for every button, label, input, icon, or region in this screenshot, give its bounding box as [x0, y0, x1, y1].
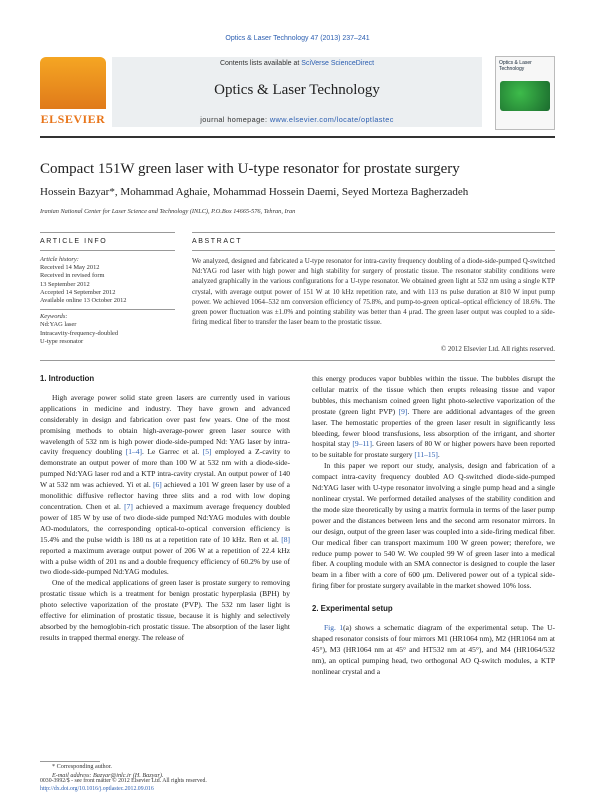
- right-column: [312, 374, 555, 678]
- text-run: achieved a maximum average frequency doubled power of 185 W by use of two diode-side pumped Nd:YAG modules with double AO-modulators, the corresponding optical-to-optical conversion efficiency is 15.4% and the pulse width is 180 ns at a repetition rate of 10 kHz. Ren et al.: [40, 501, 290, 544]
- right-paragraph-1: [312, 374, 555, 461]
- text-run: . Green lasers of 80 W or higher powers have been reported to be suitable for prostate surgery: [312, 439, 555, 460]
- header-rule: [40, 136, 555, 138]
- info-top-rule: [40, 232, 175, 233]
- keyword-item: Nd:YAG laser: [40, 321, 77, 329]
- reference-link[interactable]: [9–11]: [352, 439, 373, 449]
- history-item: Received 14 May 2012: [40, 264, 100, 272]
- issn-line: 0030-3992/$ - see front matter © 2012 Elsevier Ltd. All rights reserved.: [40, 778, 207, 784]
- reference-link[interactable]: [11–15]: [414, 450, 438, 460]
- paper-authors: Hossein Bazyar*, Mohammad Aghaie, Mohammad Hossein Daemi, Seyed Morteza Bagherzadeh: [40, 186, 469, 198]
- footnote-rule: [40, 761, 100, 762]
- paper-title: Compact 151W green laser with U-type resonator for prostate surgery: [40, 161, 460, 177]
- abstract-heading: ABSTRACT: [192, 238, 243, 245]
- reference-link[interactable]: [6]: [152, 480, 162, 490]
- paper-affiliation: Iranian National Center for Laser Science and Technology (INLC), P.O.Box 14665-576, Tehran, Iran: [40, 208, 296, 215]
- text-run: . Le Garrec et al.: [141, 447, 203, 457]
- article-info-heading: ARTICLE INFO: [40, 238, 108, 245]
- corresponding-author: * Corresponding author.: [52, 763, 112, 770]
- elsevier-tree-icon: [40, 57, 106, 109]
- journal-citation[interactable]: Optics & Laser Technology 47 (2013) 237–241: [225, 35, 370, 42]
- cover-image: [500, 81, 550, 111]
- contents-prefix: Contents lists available at: [219, 60, 302, 67]
- text-run: .: [437, 450, 440, 460]
- left-column: [40, 374, 290, 644]
- reference-link[interactable]: [7]: [124, 501, 133, 511]
- text-run: employed a Z-cavity to demonstrate an output power of more than 100 W at 532 nm with a diode-side-pumped Nd:YAG laser rod and a KTP intra-cavity crystal. An output power of 140 W at 532 nm was achieved. Yi et al.: [40, 447, 290, 490]
- experimental-heading: 2. Experimental setup: [312, 604, 393, 614]
- homepage-link[interactable]: www.elsevier.com/locate/optlastec: [269, 115, 394, 124]
- author-email[interactable]: E-mail address: Bazyar@inlc.ir (H. Bazyar).: [52, 771, 164, 779]
- info-sub-rule: [40, 250, 175, 251]
- publisher-name: ELSEVIER: [40, 112, 106, 126]
- text-run: High average power solid state green lasers are currently used in various applications in medicine and industry. They have grown and advanced considerably in design and fabrication over past few years. One of the most promising methods to obtain high-average-power green laser source with wavelength of 532 nm is high power diode-side-pumped Nd: YAG laser by intra-cavity frequency doubling: [40, 392, 290, 457]
- cover-title: Optics & Laser Technology: [499, 60, 532, 72]
- history-label: Article history:: [40, 256, 79, 263]
- right-paragraph-2: In this paper we report our study, analysis, design and fabrication of a compact intra-cavity frequency doubled AO Q-switched diode-side-pumped Nd:YAG laser with U-type resonator involving a single pump head and a single nonlinear crystal. We performed detailed analyses of the stability condition and the mode size theoretically by using a matrix formula in terms of the laser pump power and the distances between lens and the second arm resonator mirrors. In our design, output of the green laser was coupled into a side-firing medical fiber. Our medical fiber can transport maximum 100 W green power; therefore, we reduce pump power to 540 W. We coupled 99 W of green laser into a medical fiber. A coupling module with an SMA connector is designed to couple the laser beam in a fiber with a core of 600 μm. Delivered power out of a typical side-firing fiber for prostate surgery available in the market showed 10% loss.: [312, 461, 555, 591]
- reference-link[interactable]: [5]: [202, 447, 212, 457]
- history-item: 13 September 2012: [40, 280, 90, 288]
- keyword-item: Intracavity-frequency-doubled: [40, 329, 119, 337]
- history-item: Available online 13 October 2012: [40, 297, 127, 305]
- contents-line: [112, 60, 482, 67]
- journal-homepage: [112, 115, 482, 124]
- experimental-paragraph-1: [312, 623, 555, 678]
- reference-link[interactable]: [9]: [398, 406, 408, 416]
- intro-paragraph-1: [40, 393, 290, 578]
- text-run: this energy produces vapor bubbles within the tissue. The bubbles disrupt the cellular matrix of the tissue which then erupts releasing tissue and vapor bubbles, this mechanism coined green light photo-selective vaporization of the prostate (green light PVP): [312, 374, 555, 416]
- keywords-label: Keywords:: [40, 313, 68, 321]
- history-item: Received in revised form: [40, 272, 105, 280]
- abstract-bottom-rule: [40, 360, 555, 361]
- figure-link[interactable]: Fig. 1: [324, 623, 344, 633]
- reference-link[interactable]: [8]: [281, 534, 290, 544]
- journal-name: Optics & Laser Technology: [214, 82, 380, 98]
- keywords-rule: [40, 309, 175, 310]
- text-run: reported a maximum average output power of 206 W at a repetition of 22.4 kHz with a pulse width of 201 ns and a double frequency efficiency of 60.2% by use of two diode-side-pumped Nd:YAG modules.: [40, 545, 290, 577]
- abstract-sub-rule: [192, 250, 555, 251]
- doi-link[interactable]: http://dx.doi.org/10.1016/j.optlastec.2012.09.016: [40, 785, 154, 792]
- text-run: (a) shows a schematic diagram of the experimental setup. The U-shaped resonator consists of four mirrors M1 (HR1064 nm), M2 (HR1064 nm at 45°), M3 (HR1064 nm at 45° and HT532 nm at 45°), and M4 (HR1064/532 nm), an optical pumping head, two orthogonal AO Q-switch modules, a KTP nonlinear crystal and a: [312, 623, 555, 676]
- keyword-item: U-type resonator: [40, 337, 84, 345]
- bottom-info: [40, 778, 340, 794]
- intro-heading: 1. Introduction: [40, 374, 95, 383]
- reference-link[interactable]: [1–4]: [125, 447, 142, 457]
- intro-paragraph-2: One of the medical applications of green laser is prostate surgery to removing prostatic tissue which is a treatment for benign prostatic hyperplasia (BPH) by photo selective vaporization of the prostate (PVP). The 532 nm laser light is effective for elimination of prostatic tissue, because it is highly and selectively absorbed by the hemoglobin-rich prostatic tissue. The absorption of the laser light results in trapped thermal energy. The release of: [40, 578, 290, 642]
- text-run: . There are additional advantages of the green laser. The hemostatic properties of the green laser result in significantly less bleeding, fewer blood transfusions, less absorption of the irrigant, and shorter hospital stay: [312, 406, 555, 449]
- elsevier-logo: [40, 57, 106, 129]
- history-item: Accepted 14 September 2012: [40, 288, 116, 296]
- abstract-text: We analyzed, designed and fabricated a U-type resonator for intra-cavity frequency doubling of a diode-side-pumped Q-switched Nd:YAG rod laser with high power and high stability for surgery of prostatic tissue. The resonator stability conditions were analyzed graphically in the various configurations for a U-type resonator. We obtained green light at 532 nm using a single KTP crystal, with average output power of 151 W at 10 kHz repetition rate, and with 113 ns pulse duration at 810 W input pump power. We achieved 1064–532 nm conversion efficiency of 75.8%, and pump-to-green optical–optical efficiency of 18.6%. The green power fluctuation was ±1.0% and pointing stability was better than 4 μrad. The green laser output was coupled to a side-firing medical fiber to transfer the laser beam to the prostatic tissue.: [192, 257, 555, 327]
- abstract-copyright: © 2012 Elsevier Ltd. All rights reserved.: [440, 345, 555, 353]
- journal-cover: [495, 56, 555, 130]
- text-run: achieved a 101 W green laser by use of a monolithic diffusive reflector having three slits and a rod with low doping concentration. Chen et al.: [40, 480, 290, 511]
- abstract-top-rule: [192, 232, 555, 233]
- sciencedirect-link[interactable]: SciVerse ScienceDirect: [301, 60, 375, 67]
- article-info: [40, 256, 175, 346]
- homepage-prefix: journal homepage:: [200, 115, 270, 124]
